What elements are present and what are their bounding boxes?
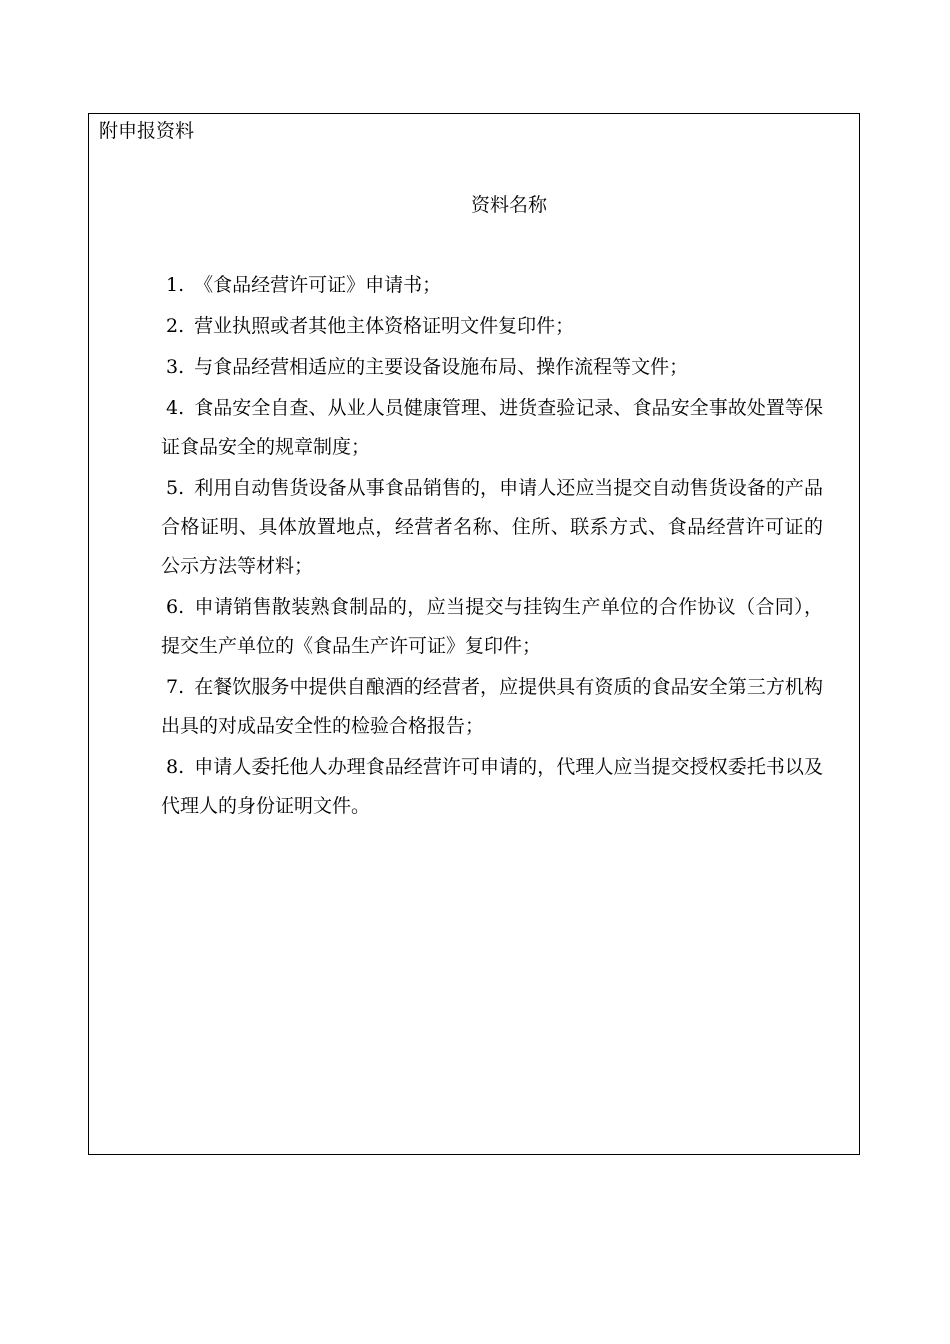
item-text: 在餐饮服务中提供自酿酒的经营者，应提供具有资质的食品安全第三方机构出具的对成品安全性的检验合格报告； xyxy=(161,676,823,737)
item-text: 《食品经营许可证》申请书； xyxy=(194,274,442,296)
list-item xyxy=(161,588,823,666)
list-item xyxy=(161,389,823,467)
list-item xyxy=(161,266,823,305)
item-number: 1. xyxy=(166,274,185,296)
materials-list xyxy=(161,266,823,828)
item-number: 3. xyxy=(166,356,185,378)
item-text: 申请人委托他人办理食品经营许可申请的，代理人应当提交授权委托书以及代理人的身份证明文件。 xyxy=(161,756,823,817)
item-number: 7. xyxy=(166,676,185,698)
item-text: 营业执照或者其他主体资格证明文件复印件； xyxy=(194,315,575,337)
item-number: 8. xyxy=(166,756,185,778)
item-text: 食品安全自查、从业人员健康管理、进货查验记录、食品安全事故处置等保证食品安全的规章制度； xyxy=(161,397,823,458)
list-item xyxy=(161,469,823,586)
materials-box xyxy=(88,113,860,1155)
section-title: 附申报资料 xyxy=(99,120,195,142)
item-number: 6. xyxy=(166,596,185,618)
list-item xyxy=(161,668,823,746)
list-item xyxy=(161,348,823,387)
item-text: 申请销售散装熟食制品的，应当提交与挂钩生产单位的合作协议（合同），提交生产单位的《食品生产许可证》复印件； xyxy=(161,596,823,657)
list-heading: 资料名称 xyxy=(470,194,547,216)
item-text: 与食品经营相适应的主要设备设施布局、操作流程等文件； xyxy=(194,356,689,378)
item-text: 利用自动售货设备从事食品销售的，申请人还应当提交自动售货设备的产品合格证明、具体放置地点，经营者名称、住所、联系方式、食品经营许可证的公示方法等材料； xyxy=(161,477,823,577)
item-number: 2. xyxy=(166,315,185,337)
item-number: 5. xyxy=(166,477,185,499)
list-item xyxy=(161,307,823,346)
item-number: 4. xyxy=(166,397,185,419)
list-item xyxy=(161,748,823,826)
